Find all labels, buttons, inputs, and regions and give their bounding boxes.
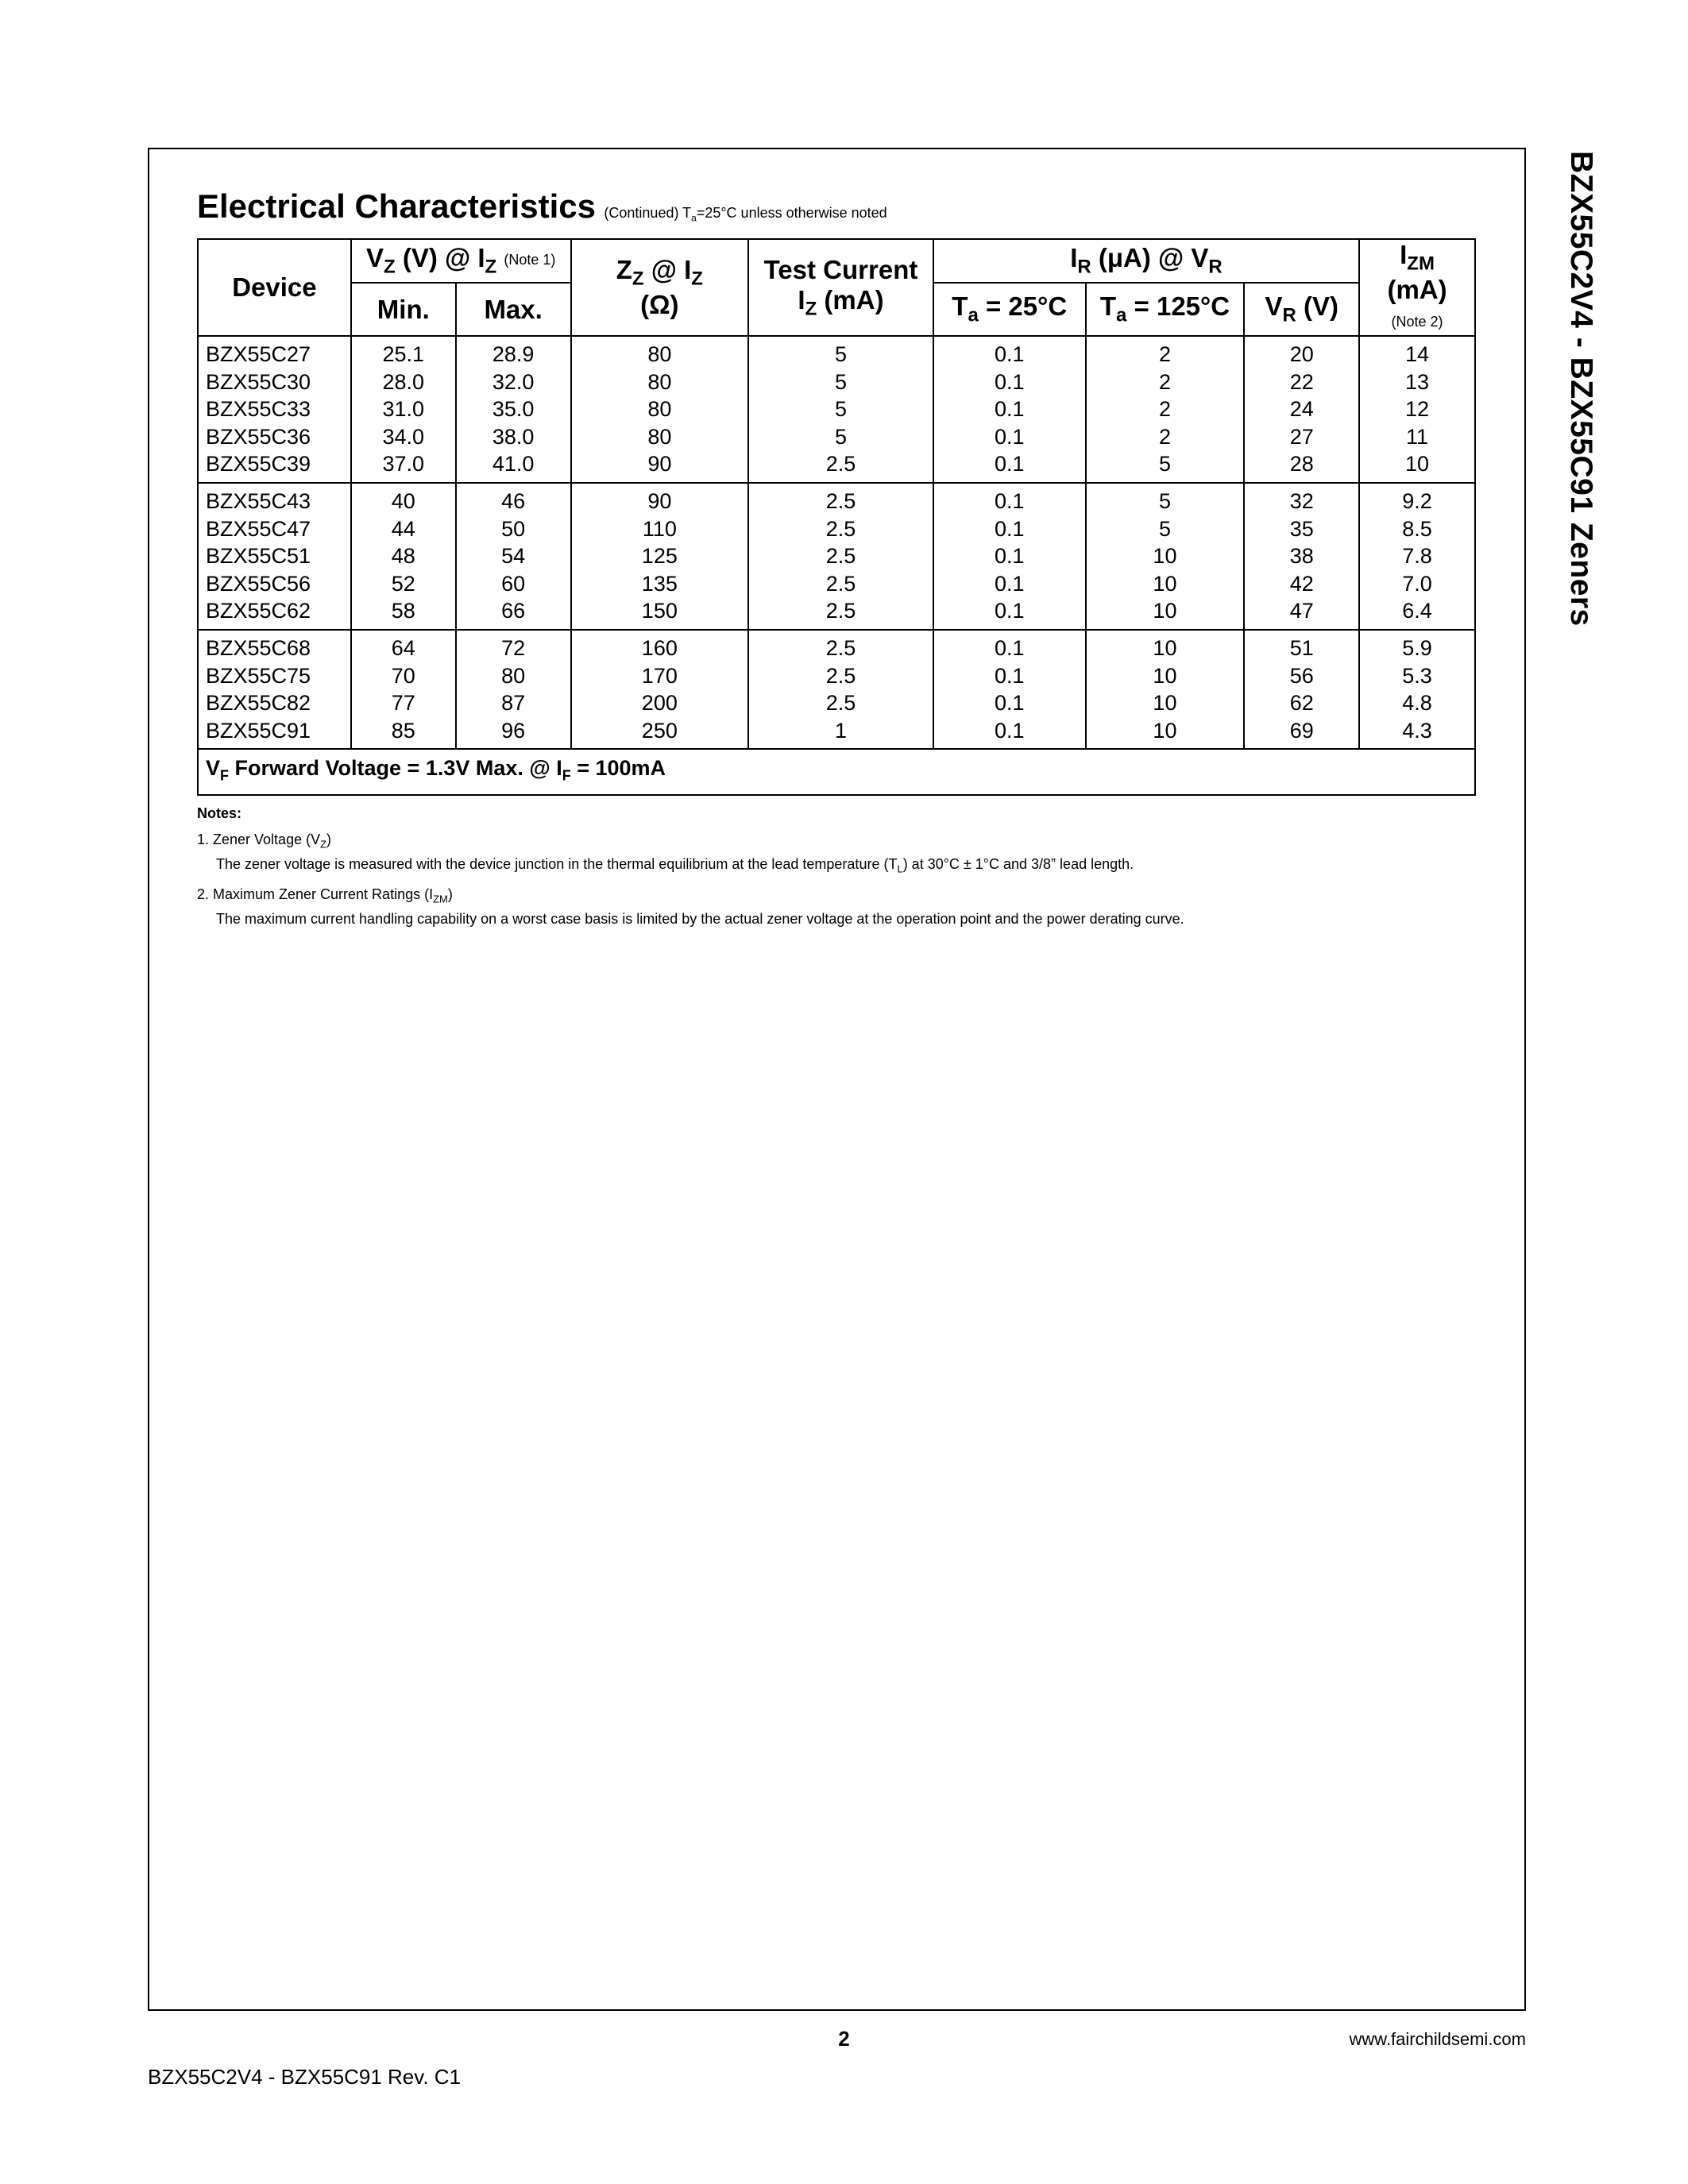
table-row <box>198 336 1475 369</box>
cell-test-current: 5 <box>748 423 933 451</box>
cell-izm: 5.9 <box>1359 630 1475 662</box>
notes-heading: Notes: <box>197 805 242 821</box>
cell-ir-125c: 10 <box>1086 662 1245 690</box>
cell-izm: 4.8 <box>1359 689 1475 717</box>
cell-device: BZX55C39 <box>198 450 351 483</box>
header-ir: $I_R$ (μA) @ $V_R$ <box>933 239 1359 283</box>
header-min: Min. <box>351 283 456 336</box>
cell-vz-min: 40 <box>351 483 456 515</box>
table-row <box>198 570 1475 598</box>
section-title <box>197 187 887 226</box>
cell-vz-max: 38.0 <box>456 423 571 451</box>
cell-ir-125c: 10 <box>1086 689 1245 717</box>
cell-izm: 7.8 <box>1359 542 1475 570</box>
cell-ir-25c: 0.1 <box>933 689 1086 717</box>
cell-test-current: 2.5 <box>748 483 933 515</box>
cell-device: BZX55C51 <box>198 542 351 570</box>
cell-device: BZX55C30 <box>198 369 351 396</box>
note-1 <box>197 830 1476 878</box>
cell-vz-min: 64 <box>351 630 456 662</box>
cell-device: BZX55C43 <box>198 483 351 515</box>
cell-vr: 24 <box>1244 396 1359 423</box>
cell-ir-125c: 10 <box>1086 542 1245 570</box>
note-2-description: The maximum current handling capability on a worst case basis is limited by the actual zener voltage at the operation point and the power derating curve. <box>216 910 1184 927</box>
cell-ir-25c: 0.1 <box>933 570 1086 598</box>
forward-voltage-row: $V_F$ Forward Voltage = 1.3V Max. @ $I_F = 100mA$ <box>198 749 1475 794</box>
cell-test-current: 5 <box>748 396 933 423</box>
website-link[interactable]: www.fairchildsemi.com <box>1349 2029 1526 2049</box>
cell-vr: 22 <box>1244 369 1359 396</box>
cell-izm: 13 <box>1359 369 1475 396</box>
header-vz: $V_Z$ (V) @ $I_Z$ (Note 1) <box>351 239 571 283</box>
cell-ir-25c: 0.1 <box>933 662 1086 690</box>
cell-vr: 62 <box>1244 689 1359 717</box>
cell-zz: 125 <box>571 542 749 570</box>
cell-ir-25c: 0.1 <box>933 423 1086 451</box>
cell-vr: 47 <box>1244 597 1359 630</box>
cell-test-current: 5 <box>748 336 933 369</box>
cell-vz-max: 32.0 <box>456 369 571 396</box>
cell-device: BZX55C62 <box>198 597 351 630</box>
header-device: Device <box>198 239 351 336</box>
table-body <box>198 336 1475 749</box>
cell-izm: 10 <box>1359 450 1475 483</box>
cell-vr: 56 <box>1244 662 1359 690</box>
cell-ir-25c: 0.1 <box>933 630 1086 662</box>
table-row <box>198 597 1475 630</box>
cell-device: BZX55C91 <box>198 717 351 750</box>
cell-zz: 80 <box>571 336 749 369</box>
header-test-current: Test Current $I_Z$ (mA) <box>748 239 933 336</box>
cell-izm: 12 <box>1359 396 1475 423</box>
cell-ir-25c: 0.1 <box>933 450 1086 483</box>
table-row <box>198 630 1475 662</box>
cell-vr: 28 <box>1244 450 1359 483</box>
table-row <box>198 369 1475 396</box>
page-number: 2 <box>838 2027 850 2051</box>
cell-zz: 80 <box>571 369 749 396</box>
header-max: Max. <box>456 283 571 336</box>
cell-zz: 200 <box>571 689 749 717</box>
cell-test-current: 2.5 <box>748 630 933 662</box>
table-row <box>198 689 1475 717</box>
cell-zz: 90 <box>571 483 749 515</box>
cell-zz: 150 <box>571 597 749 630</box>
cell-test-current: 2.5 <box>748 570 933 598</box>
cell-ir-125c: 5 <box>1086 450 1245 483</box>
cell-ir-25c: 0.1 <box>933 369 1086 396</box>
cell-izm: 6.4 <box>1359 597 1475 630</box>
cell-device: BZX55C47 <box>198 515 351 543</box>
cell-ir-125c: 2 <box>1086 336 1245 369</box>
cell-ir-25c: 0.1 <box>933 597 1086 630</box>
table-row <box>198 717 1475 750</box>
header-ta-125: $T_a = 125^\circ C$ <box>1086 283 1245 336</box>
header-izm: $I_{ZM}$ (mA) (Note 2) <box>1359 239 1475 336</box>
cell-vz-max: 60 <box>456 570 571 598</box>
cell-zz: 250 <box>571 717 749 750</box>
note-1-description: The zener voltage is measured with the device junction in the thermal equilibrium at the lead temperature $(T_L)$ at 30°C ± 1°C and 3/8” lead length. <box>216 855 1134 875</box>
cell-ir-25c: 0.1 <box>933 483 1086 515</box>
cell-vz-max: 28.9 <box>456 336 571 369</box>
cell-vr: 69 <box>1244 717 1359 750</box>
cell-vz-min: 58 <box>351 597 456 630</box>
header-ta-25: $T_a = 25^\circ C$ <box>933 283 1086 336</box>
cell-zz: 170 <box>571 662 749 690</box>
cell-ir-125c: 5 <box>1086 483 1245 515</box>
table-row <box>198 515 1475 543</box>
cell-device: BZX55C27 <box>198 336 351 369</box>
cell-ir-125c: 10 <box>1086 630 1245 662</box>
cell-vz-max: 50 <box>456 515 571 543</box>
cell-ir-125c: 2 <box>1086 396 1245 423</box>
cell-vr: 27 <box>1244 423 1359 451</box>
cell-vz-max: 41.0 <box>456 450 571 483</box>
cell-test-current: 5 <box>748 369 933 396</box>
cell-zz: 80 <box>571 423 749 451</box>
cell-vz-min: 31.0 <box>351 396 456 423</box>
cell-vz-max: 96 <box>456 717 571 750</box>
cell-test-current: 2.5 <box>748 450 933 483</box>
cell-ir-25c: 0.1 <box>933 336 1086 369</box>
cell-ir-125c: 2 <box>1086 369 1245 396</box>
cell-device: BZX55C68 <box>198 630 351 662</box>
cell-ir-125c: 10 <box>1086 717 1245 750</box>
cell-ir-25c: 0.1 <box>933 396 1086 423</box>
cell-vz-min: 25.1 <box>351 336 456 369</box>
cell-vz-min: 37.0 <box>351 450 456 483</box>
cell-ir-25c: 0.1 <box>933 542 1086 570</box>
cell-test-current: 2.5 <box>748 542 933 570</box>
cell-izm: 8.5 <box>1359 515 1475 543</box>
cell-vz-max: 46 <box>456 483 571 515</box>
side-title <box>1564 151 1601 659</box>
cell-zz: 135 <box>571 570 749 598</box>
cell-test-current: 2.5 <box>748 597 933 630</box>
cell-vz-min: 28.0 <box>351 369 456 396</box>
cell-device: BZX55C56 <box>198 570 351 598</box>
cell-vz-max: 80 <box>456 662 571 690</box>
cell-device: BZX55C82 <box>198 689 351 717</box>
cell-vz-max: 72 <box>456 630 571 662</box>
table-row <box>198 542 1475 570</box>
section-title-text: Electrical Characteristics <box>197 187 596 225</box>
notes-section <box>197 804 1476 936</box>
cell-izm: 4.3 <box>1359 717 1475 750</box>
cell-test-current: 2.5 <box>748 662 933 690</box>
section-condition: (Continued) $T_a=25^\circ C$ unless otherwise noted <box>604 205 887 224</box>
cell-vz-max: 87 <box>456 689 571 717</box>
cell-ir-125c: 10 <box>1086 570 1245 598</box>
cell-vz-min: 48 <box>351 542 456 570</box>
side-title-text: BZX55C2V4 - BZX55C91 Zeners <box>1564 151 1598 627</box>
cell-izm: 7.0 <box>1359 570 1475 598</box>
table-row <box>198 662 1475 690</box>
cell-vz-min: 85 <box>351 717 456 750</box>
cell-test-current: 2.5 <box>748 515 933 543</box>
cell-vz-min: 44 <box>351 515 456 543</box>
cell-vr: 38 <box>1244 542 1359 570</box>
cell-vz-min: 70 <box>351 662 456 690</box>
cell-vz-min: 52 <box>351 570 456 598</box>
cell-vz-max: 54 <box>456 542 571 570</box>
cell-vr: 42 <box>1244 570 1359 598</box>
header-zz: $Z_Z$ @ $I_Z$ (Ω) <box>571 239 749 336</box>
cell-ir-125c: 5 <box>1086 515 1245 543</box>
note-2 <box>197 885 1476 929</box>
cell-vr: 35 <box>1244 515 1359 543</box>
header-vr: $V_R$ (V) <box>1244 283 1359 336</box>
document-revision: BZX55C2V4 - BZX55C91 Rev. C1 <box>148 2065 462 2089</box>
cell-ir-25c: 0.1 <box>933 717 1086 750</box>
cell-device: BZX55C33 <box>198 396 351 423</box>
note-1-title: 1. Zener Voltage $(V_Z)$ <box>197 832 332 851</box>
cell-test-current: 1 <box>748 717 933 750</box>
table-row <box>198 423 1475 451</box>
cell-vz-min: 34.0 <box>351 423 456 451</box>
cell-device: BZX55C36 <box>198 423 351 451</box>
table-row <box>198 483 1475 515</box>
cell-vr: 32 <box>1244 483 1359 515</box>
cell-izm: 5.3 <box>1359 662 1475 690</box>
cell-vr: 51 <box>1244 630 1359 662</box>
cell-izm: 11 <box>1359 423 1475 451</box>
cell-zz: 160 <box>571 630 749 662</box>
cell-zz: 80 <box>571 396 749 423</box>
electrical-characteristics-table <box>197 238 1476 796</box>
cell-zz: 110 <box>571 515 749 543</box>
cell-vz-min: 77 <box>351 689 456 717</box>
cell-izm: 9.2 <box>1359 483 1475 515</box>
cell-zz: 90 <box>571 450 749 483</box>
cell-vr: 20 <box>1244 336 1359 369</box>
cell-izm: 14 <box>1359 336 1475 369</box>
table-row <box>198 396 1475 423</box>
cell-vz-max: 66 <box>456 597 571 630</box>
cell-ir-125c: 2 <box>1086 423 1245 451</box>
cell-ir-25c: 0.1 <box>933 515 1086 543</box>
cell-ir-125c: 10 <box>1086 597 1245 630</box>
cell-device: BZX55C75 <box>198 662 351 690</box>
cell-vz-max: 35.0 <box>456 396 571 423</box>
cell-test-current: 2.5 <box>748 689 933 717</box>
table-row <box>198 450 1475 483</box>
note-2-title: 2. Maximum Zener Current Ratings $(I_{ZM})$ <box>197 886 453 905</box>
